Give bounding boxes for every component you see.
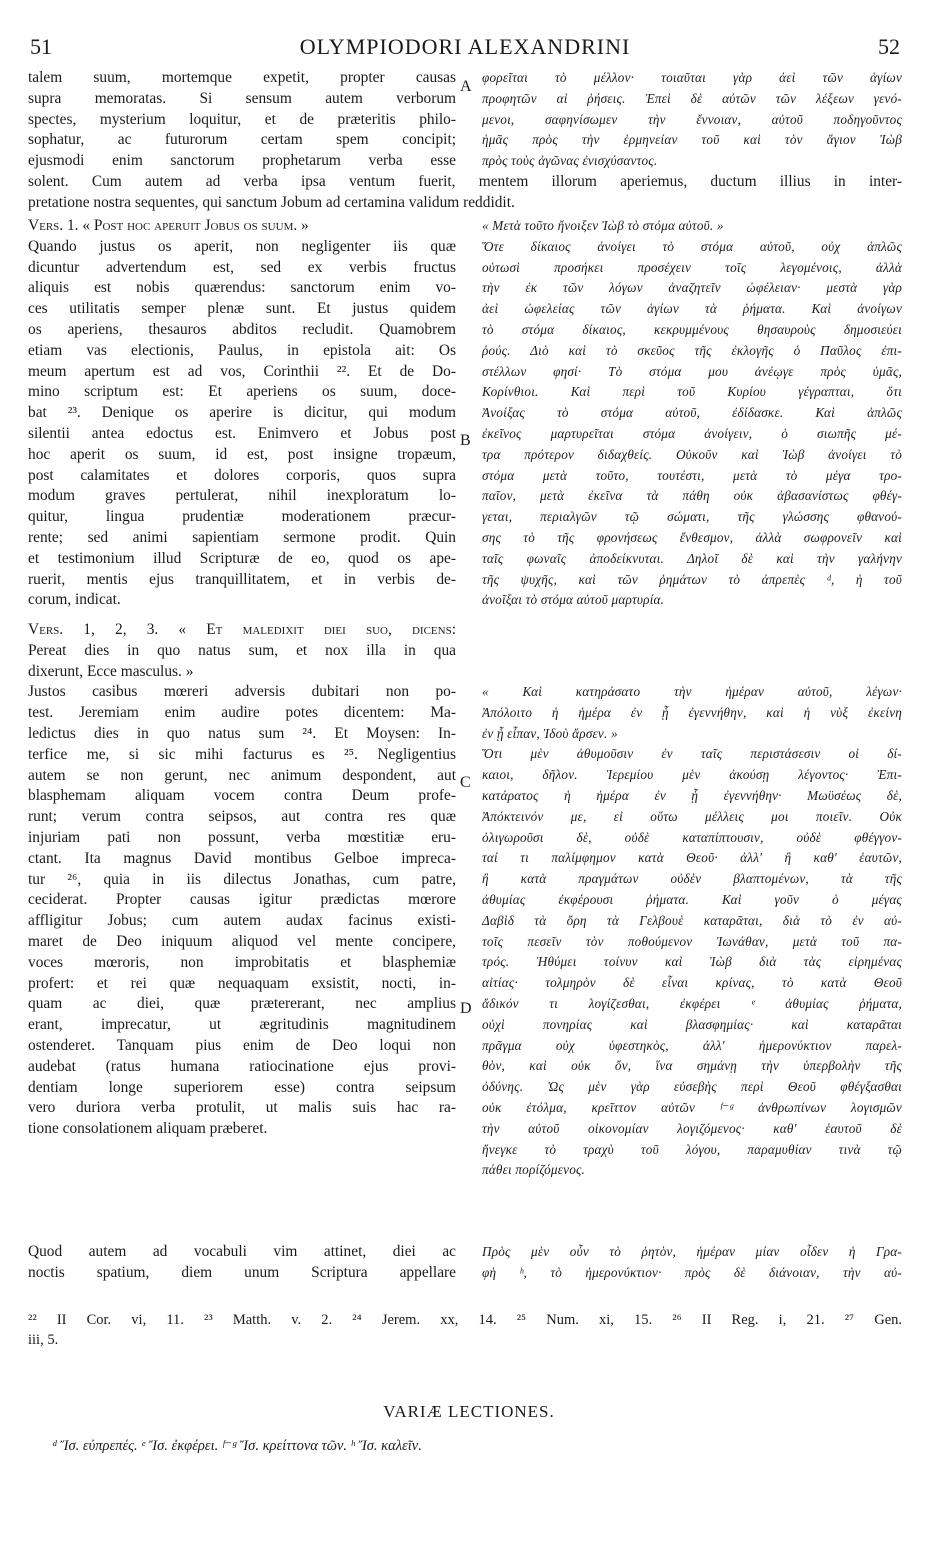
latin-line: dentiam longe superiorem esse) contra seipsum — [28, 1078, 456, 1096]
greek-line: « Μετὰ τοῦτο ἤνοιξεν Ἰὼβ τὸ στόμα αὐτοῦ. » — [482, 218, 724, 233]
latin-line: tione consolationem aliquam præberet. — [28, 1120, 268, 1138]
greek-line: πάθει πορίζόμενος. — [482, 1162, 586, 1178]
latin-line: voces mœroris, non improbitatis et blasphemiæ — [28, 953, 456, 971]
latin-line: blasphemam aliquam vocem contra Deum profe- — [28, 787, 456, 805]
full-width-paragraph — [28, 172, 902, 214]
greek-column-block2 — [482, 216, 902, 611]
section-marker-b: B — [460, 432, 471, 449]
greek-line: μενοι, σαφηνίσωμεν τὴν ἔννοιαν, αὐτοῦ ποδηγοῦντος — [482, 111, 902, 127]
latin-line: ejusmodi enim sanctorum prophetarum verba esse — [28, 152, 456, 170]
latin-line: etiam vas electionis, Paulus, in epistola ait: Os — [28, 341, 456, 359]
greek-line: πρᾶγμα οὐχ ὑφεστηκὸς, ἀλλ' ἡμερονύκτιον παρελ- — [482, 1037, 902, 1053]
greek-line: στόμα μετὰ τοῦτο, τουτέστι, μετὰ τὸ μέγα τρο- — [482, 467, 902, 483]
page-number-left: 51 — [30, 34, 52, 59]
latin-line: audebat (ratus humana ratiocinatione ejus provi- — [28, 1057, 456, 1075]
latin-line: vero duriora verba protulit, ut malis suis hac ra- — [28, 1099, 456, 1117]
latin-line: bat ²³. Denique os aperire is dicitur, qui modum — [28, 404, 456, 422]
greek-line: οὑτωσὶ προσήκει προσέχειν τοῖς λεγομένοις, ἀλλὰ — [482, 259, 902, 275]
greek-line: τὸ στόμα δίκαιος, κεκρυμμένους θησαυροὺς δημοσιεύει — [482, 321, 902, 337]
latin-line: hoc aperit os suum, id est, post insigne tropæum, — [28, 445, 456, 463]
running-title: OLYMPIODORI ALEXANDRINI — [299, 34, 631, 59]
latin-line: ruerit, mentis ejus tranquillitatem, et in verbis de- — [28, 570, 456, 588]
section-marker-c: C — [460, 774, 471, 791]
greek-line: φορεῖται τὸ μέλλον· τοιαῦται γὰρ ἀεὶ τῶν ἁγίων — [482, 70, 902, 85]
greek-line: ἀθυμίας ἐκφέρουσι ῥήματα. Καὶ γοῦν ὁ μέγας — [482, 891, 902, 907]
page-number-right: 52 — [878, 34, 900, 59]
latin-column-block1 — [28, 68, 456, 172]
greek-line: ῥούς. Διὸ καὶ τὸ σκεῦος τῆς ἐκλογῆς ὁ Παῦλος ἐπι- — [482, 342, 902, 358]
verse-heading: Vers. 1, 2, 3. « Et maledixit diei suo, dicens: — [28, 621, 456, 638]
greek-line: αἰτίας· τολμηρὸν δὲ εἶναι κρίνας, τὸ κατὰ Θεοῦ — [482, 975, 902, 991]
footnote-line: ²² II Cor. vi, 11. ²³ Matth. v. 2. ²⁴ Jerem. xx, 14. ²⁵ Num. xi, 15. ²⁶ II Reg. i, 21. ²⁷ Gen. — [28, 1312, 902, 1328]
greek-line: ταῖς φωναῖς ἀποδείκνυται. Δηλοῖ δὲ καὶ τὴν γαλήνην — [482, 550, 902, 566]
latin-line: meum apertum est ad vos, Corinthii ²². Et de Do- — [28, 362, 456, 380]
variae-lectiones-text: ᵈ Ἴσ. εὐπρεπές. ᵉ Ἴσ. ἐκφέρει. ᶠ⁻ᵍ Ἴσ. κρείττονα τῶν. ʰ Ἴσ. καλεῖν. — [52, 1438, 422, 1454]
latin-line: terfice me, si sic mihi facturus es ²⁵. Negligentius — [28, 745, 456, 763]
latin-line: supra memoratas. Si sensum autem verborum — [28, 89, 456, 107]
greek-line: τρα πρότερον διδαχθείς. Οὐκοῦν καὶ Ἰὼβ ἀνοίγει τὸ — [482, 446, 902, 462]
latin-line: Quod autem ad vocabuli vim attinet, diei ac — [28, 1243, 456, 1260]
greek-line: τῆς ψυχῆς, καὶ τῶν ῥημάτων τὸ ἀπρεπὲς ᵈ, ἡ τοῦ — [482, 571, 902, 587]
greek-line: ὀλιγωροῦσι δὲ, οὐδὲ καταπίπτουσιν, οὐδὲ φθέγγον- — [482, 829, 902, 845]
greek-line: ἢ κατὰ πραγμάτων οὐδὲν βλαπτομένων, τὰ τῆς — [482, 871, 902, 887]
variae-lectiones-title: VARIÆ LECTIONES. — [383, 1402, 555, 1421]
latin-line: maret de Deo iniquum aliquod vel mente concipere, — [28, 932, 456, 950]
greek-line: Ὅτε δίκαιος ἀνοίγει τὸ στόμα αὐτοῦ, οὐχ ἁπλῶς — [482, 238, 902, 254]
verse-heading: Vers. 1. « Post hoc aperuit Jobus os suum. » — [28, 217, 309, 234]
greek-line: καιοι, δῆλον. Ἱερεμίου μὲν ἀκούσῃ λέγοντος· Ἐπι- — [482, 767, 902, 783]
latin-line: spectes, mysterium loquitur, et de præteritis philo- — [28, 110, 456, 128]
greek-line: Ἀνοίξας τὸ στόμα αὐτοῦ, ἐδίδασκε. Καὶ ἁπλῶς — [482, 405, 902, 421]
greek-line: κατάρατος ἡ ἡμέρα ἐν ᾗ ἐγεννήθην· Μωϋσέως δὲ, — [482, 787, 902, 803]
latin-line: quam ac diei, quæ prætererant, nec amplius — [28, 995, 456, 1013]
latin-line: mino scriptum est: Et aperiens os suum, doce- — [28, 383, 456, 401]
latin-line: Justos casibus mœreri adversis dubitari non po- — [28, 683, 456, 701]
latin-line: modum graves pertulerat, nihil inexploratum lo- — [28, 487, 456, 505]
greek-line: ταί τι παλίμφημον κατὰ Θεοῦ· ἀλλ' ἢ καθ' ἑαυτῶν, — [482, 850, 902, 866]
section-marker-a: A — [460, 78, 472, 95]
greek-line: γεται, περιαλγῶν τῷ σώματι, τῆς γλώσσης φθανού- — [482, 509, 902, 525]
greek-line: Ἀπόκτεινόν με, εἰ οὕτω μέλλεις μοι ποιεῖν. Οὐκ — [482, 808, 902, 824]
latin-line: ostenderet. Tanquam pius enim de Deo loqui non — [28, 1036, 456, 1054]
latin-line: injuriam pati non possunt, verba mœstitiæ eru- — [28, 828, 456, 846]
latin-line: affligitur Jobus; cum autem audax facinus existi- — [28, 912, 456, 930]
greek-line: φὴ ʰ, τὸ ἡμερονύκτιον· πρὸς δὲ διάνοιαν, τὴν αὐ- — [482, 1264, 902, 1280]
latin-line: profert: et rei quæ nequaquam exsistit, nocti, in- — [28, 974, 456, 992]
latin-column-block3 — [28, 620, 456, 1140]
greek-line: θὸν, καὶ οὐκ ὄν, ἵνα σημάνῃ τὴν ὑπερβολὴν τῆς — [482, 1058, 902, 1074]
latin-line: Pereat dies in quo natus sum, et nox illa in qua — [28, 641, 456, 659]
latin-column-block2 — [28, 216, 456, 611]
latin-line: silentii antea edoctus est. Enimvero et Jobus post — [28, 424, 456, 442]
latin-line: aliquis est nobis quærendus: sanctorum enim vo- — [28, 279, 456, 297]
latin-line: post calamitates et dolores corporis, quos supra — [28, 466, 456, 484]
latin-line: ctant. Ita magnus David montibus Gelboe impreca- — [28, 849, 456, 867]
latin-line: ceciderat. Propter causas igitur prædictas mœrore — [28, 891, 456, 909]
greek-column-block3 — [482, 682, 902, 1181]
full-line: solent. Cum autem ad verba ipsa ventum fuerit, mentem illorum aperiemus, ductum illius in inter- — [28, 173, 902, 190]
greek-line: ἐν ᾗ εἶπαν, Ἰδοὺ ἄρσεν. » — [482, 725, 618, 741]
latin-line: os aperiens, thesauros abditos recludit. Quamobrem — [28, 320, 456, 338]
latin-line: corum, indicat. — [28, 591, 121, 609]
full-line: pretatione nostra sequentes, qui sanctum Jobum ad certamina validum reddidit. — [28, 193, 515, 211]
greek-line: ἡμᾶς πρὸς τὴν ἑρμηνείαν τοῦ καὶ τὸν ἅγιον Ἰὼβ — [482, 132, 902, 148]
greek-line: προφητῶν αἱ ῥήσεις. Ἐπεὶ δὲ αὐτῶν τῶν λέξεων γενό- — [482, 90, 902, 106]
greek-line: ἀεὶ ὠφελείας τῶν ἁγίων τὰ ῥήματα. Καὶ ἀνοίγων — [482, 301, 902, 317]
greek-line: ὀδύνης. Ὡς μὲν γὰρ εὐσεβὴς περὶ Θεοῦ φθέγξασθαι — [482, 1079, 902, 1095]
latin-line: talem suum, mortemque expetit, propter causas — [28, 69, 456, 86]
greek-line: τὴν αὐτοῦ οἰκονομίαν λογιζόμενος· καθ' ἑαυτοῦ δὲ — [482, 1120, 902, 1136]
page-header — [30, 34, 900, 64]
latin-line: ledictus dies in quo natus sum ²⁴. Et Moysen: In- — [28, 724, 456, 742]
footnote-line: iii, 5. — [28, 1332, 59, 1348]
greek-line: « Καὶ κατηράσατο τὴν ἡμέραν αὐτοῦ, λέγων· — [482, 684, 902, 699]
greek-line: Κορίνθιοι. Καὶ περὶ τοῦ Κυρίου γέγραπται, ὅτι — [482, 384, 902, 400]
latin-line: et testimonium illud Scripturæ de eo, quod os ape- — [28, 549, 456, 567]
greek-line: τὴν ἐκ τῶν λόγων ἀναζητεῖν ὠφέλειαν· μεστὰ γὰρ — [482, 280, 902, 296]
latin-line: erant, imprecatur, ut ægritudinis magnitudinem — [28, 1016, 456, 1034]
greek-line: Ὅτι μὲν ἀθυμοῦσιν ἐν ταῖς περιστάσεσιν οἱ δί- — [482, 746, 902, 762]
latin-line: autem se non gerunt, nec animum despondent, aut — [28, 766, 456, 784]
greek-line: στέλλων φησί· Τὸ στόμα μου ἀνέῳγε πρὸς ὑμᾶς, — [482, 363, 902, 379]
greek-line: οὐκ ἐτόλμα, κρεῖττον αὐτῶν ᶠ⁻ᵍ ἀνθρωπίνων λογισμῶν — [482, 1099, 902, 1115]
latin-line: Quando justus os aperit, non negligenter iis quæ — [28, 237, 456, 255]
greek-line: πρὸς τοὺς ἀγῶνας ἐνισχύσαντος. — [482, 153, 658, 169]
latin-line: test. Jeremiam enim audire potes dicentem: Ma- — [28, 704, 456, 722]
greek-line: οὐχὶ πονηρίας καὶ βλασφημίας· καὶ καταρᾶται — [482, 1016, 902, 1032]
latin-line: sophatur, ac futurorum certam spem concipit; — [28, 131, 456, 149]
greek-line: σης τὸ τῆς φρονήσεως ἔνθεσμον, ἀλλὰ σωφρονεῖν καὶ — [482, 529, 902, 545]
greek-column-block1 — [482, 68, 902, 172]
latin-column-block4 — [28, 1242, 456, 1284]
latin-line: noctis spatium, diem unum Scriptura appellare — [28, 1263, 456, 1281]
footnotes — [28, 1310, 902, 1350]
latin-line: quitur, lingua prudentiæ moderationem præcur- — [28, 508, 456, 526]
latin-line: runt; verum contra seipsos, aut contra res quæ — [28, 808, 456, 826]
greek-line: παῖον, μετὰ ἐκεῖνα τὰ πάθη οὐκ ἀβασανίστως φθέγ- — [482, 488, 902, 504]
greek-line: Δαβὶδ τὰ ὄρη τὰ Γελβουὲ καταρᾶται, διὰ τὸ ἐν αὐ- — [482, 912, 902, 928]
greek-line: Πρὸς μὲν οὖν τὸ ῥητὸν, ἡμέραν μίαν οἶδεν ἡ Γρα- — [482, 1244, 902, 1259]
latin-line: tur ²⁶, quia in iis dilectus Jonathas, cum patre, — [28, 870, 456, 888]
latin-line: dicuntur advertendum est, sed ex verbis fructus — [28, 258, 456, 276]
greek-line: τρός. Ἠθύμει τοίνυν καὶ Ἰὼβ διὰ τὰς εἰρημένας — [482, 954, 902, 970]
greek-line: ἄδικόν τι λογίζεσθαι, ἐκφέρει ᵉ ἀθυμίας ῥήματα, — [482, 995, 902, 1011]
greek-line: ἤνεγκε τὸ τραχὺ τοῦ λόγου, παραμυθίαν τινὰ τῷ — [482, 1141, 902, 1157]
greek-line: Ἀπόλοιτο ἡ ἡμέρα ἐν ᾗ ἐγεννήθην, καὶ ἡ νὺξ ἐκείνη — [482, 704, 902, 720]
latin-line: ces utilitatis semper plenæ sunt. Et justus quidem — [28, 300, 456, 318]
greek-line: τοῖς πεσεῖν τὸν ποθούμενον Ἰωνάθαν, μετὰ τοῦ πα- — [482, 933, 902, 949]
latin-line: dixerunt, Ecce masculus. » — [28, 662, 194, 680]
greek-column-block4 — [482, 1242, 902, 1284]
latin-line: rente; sed animi sapientiam sermone prodit. Quin — [28, 528, 456, 546]
greek-line: ἐκεῖνος μαρτυρεῖται στόμα ἀνοίγειν, ὁ σιωπῆς μέ- — [482, 425, 902, 441]
greek-line: ἀνοῖξαι τὸ στόμα αὐτοῦ μαρτυρία. — [482, 592, 665, 608]
section-marker-d: D — [460, 1000, 472, 1017]
